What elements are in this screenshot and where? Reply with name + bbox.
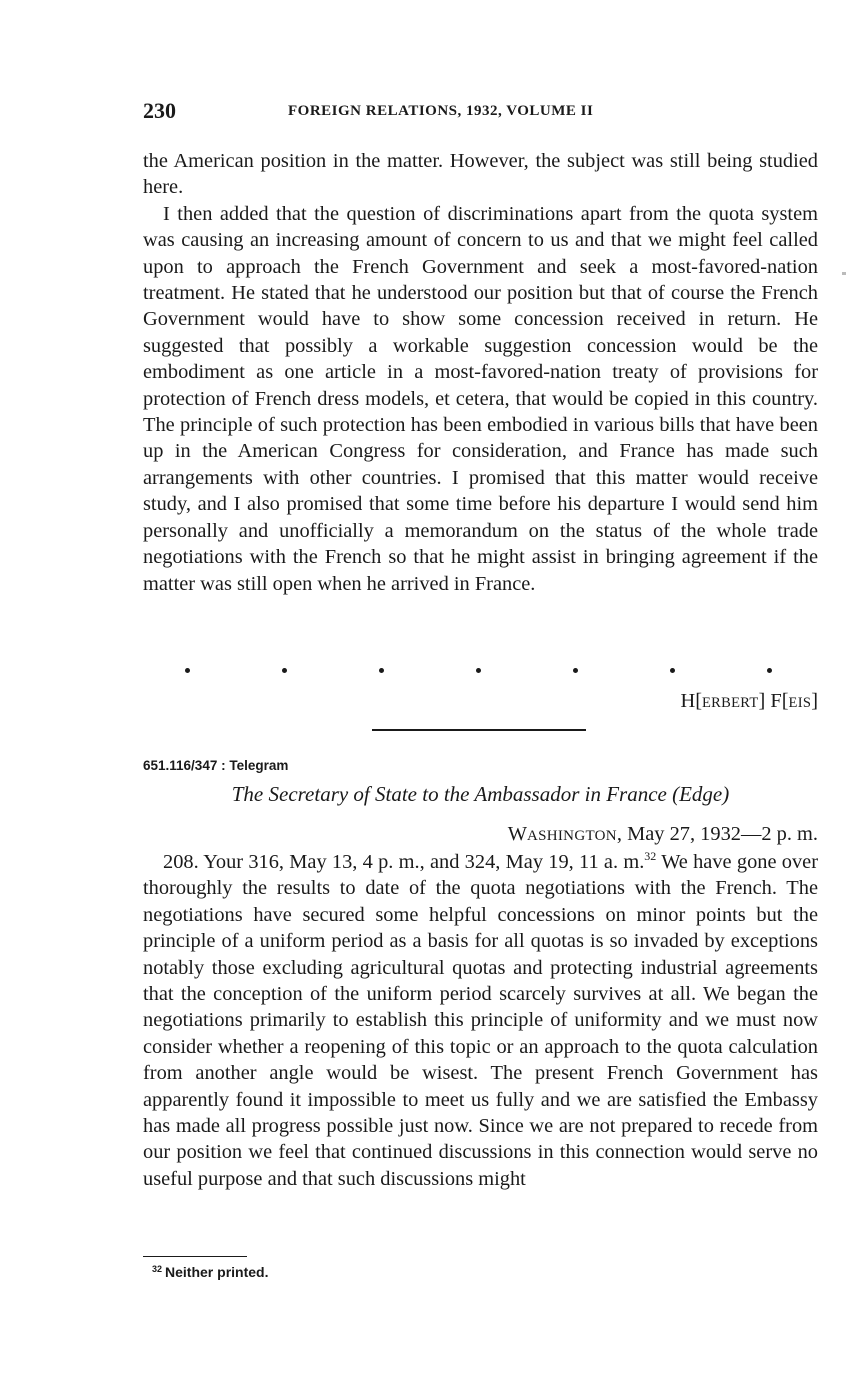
signature-rest-h: ERBERT [702, 695, 759, 711]
omission-dots [143, 658, 818, 682]
signature: H[ERBERT] F[EIS] [680, 690, 818, 712]
telegram-text [143, 849, 818, 1192]
dateline [508, 823, 818, 846]
footnote [152, 1264, 268, 1280]
ellipsis-dot [670, 668, 675, 673]
telegram-lead: 208. Your 316, May 13, 4 p. m., and 324, May 19, 11 a. m. [163, 851, 645, 873]
ellipsis-dot [767, 668, 772, 673]
footnote-text: Neither printed. [165, 1264, 269, 1280]
page-number: 230 [143, 98, 176, 123]
ellipsis-dot [573, 668, 578, 673]
signature-initial-h: H [680, 690, 696, 712]
section-divider [372, 729, 586, 731]
file-number: 651.116/347 : Telegram [143, 758, 289, 773]
dateline-date: , May 27, 1932—2 p. m. [616, 823, 818, 845]
discrimination-paragraph: I then added that the question of discriminations apart from the quota system was causing an increasing amount of concern to us and that we might feel called upon to approach the French Government and seek a most-favored-nation treatment. He stated that he understood our position but that of course the French Government would have to show some concession received in return. He suggested that possibly a workable suggestion concession would be the embodiment as one article in a most-favored-nation treaty of provisions for protection of French dress models, et cetera, that would be copied in this country. The principle of such protection has been embodied in various bills that have been up in the American Congress for consideration, and France has made such arrangements with other countries. I promised that this matter would receive study, and I also promised that some time before his departure I would send him personally and unofficially a memorandum on the status of the whole trade negotiations with the French so that he might assist in bringing agreement if the matter was still open when he arrived in France. [143, 202, 818, 595]
telegram-paragraph [143, 849, 818, 1192]
signature-initial-f: F [770, 690, 782, 712]
signature-rest-f: EIS [788, 695, 812, 711]
telegram-body: We have gone over thoroughly the results to date of the quota negotiations with the French. The negotiations have secured some helpful concessions on minor points but the principle of a uniform period as a basis for all quotas is so invaded by exceptions notably those excluding agricultural quotas and protecting industrial agreements that the conception of the uniform period scarcely survives at all. We began the negotiations primarily to establish this principle of uniformity and we must now consider whether a reopening of this topic or an approach to the quota calculation from another angle would be wisest. The present French Government has apparently found it impossible to meet us fully and we are satisfied the Embassy has made all progress possible just now. Since we are not prepared to recede from our position we feel that continued discussions in this connection would serve no useful purpose and that such discussions might [143, 851, 819, 1190]
ellipsis-dot [185, 668, 190, 673]
body-text [143, 148, 818, 597]
footnote-reference[interactable]: 32 [644, 849, 657, 863]
ellipsis-dot [282, 668, 287, 673]
footnote-marker: 32 [152, 1264, 163, 1274]
running-head: FOREIGN RELATIONS, 1932, VOLUME II [288, 103, 594, 119]
ellipsis-dot [379, 668, 384, 673]
ellipsis-dot [476, 668, 481, 673]
footnote-divider [143, 1256, 247, 1257]
document-title: The Secretary of State to the Ambassador in France (Edge) [231, 782, 730, 806]
dateline-city-rest: ASHINGTON [526, 828, 617, 844]
scan-mark [842, 272, 846, 275]
dateline-city-initial: W [507, 823, 527, 845]
page-header [143, 98, 818, 128]
continuation-paragraph: the American position in the matter. However, the subject was still being studied here. [143, 150, 818, 199]
